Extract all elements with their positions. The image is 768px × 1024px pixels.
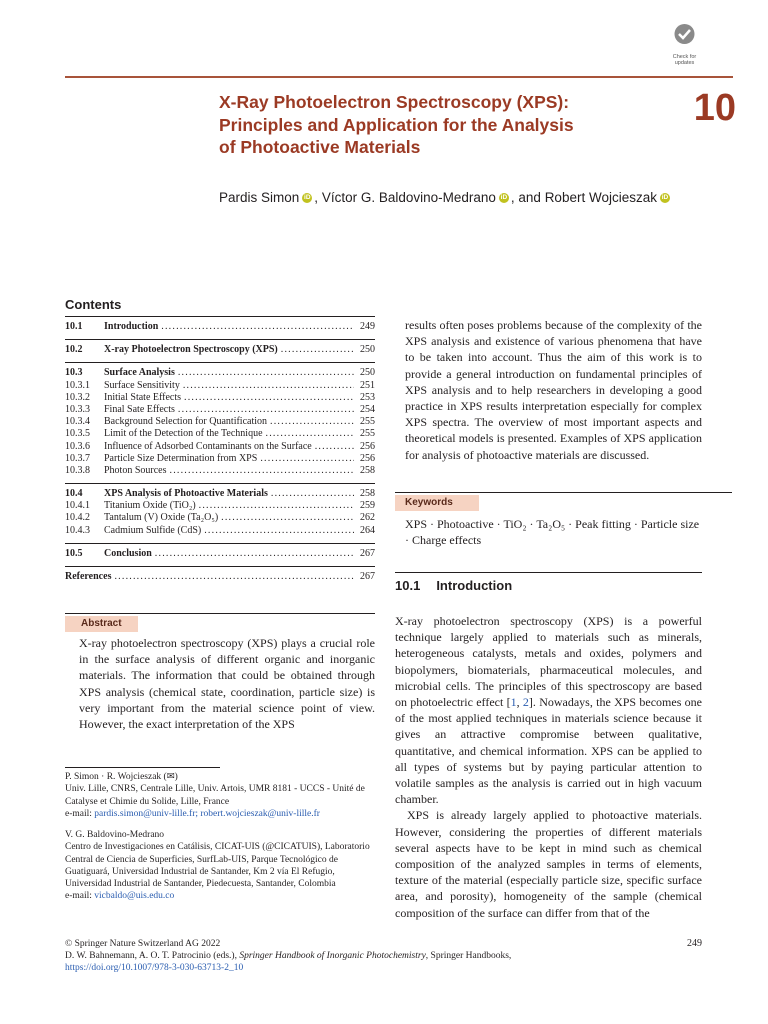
badge-line-2: updates	[674, 60, 695, 66]
intro-heading	[395, 578, 512, 593]
keywords-label-box	[395, 492, 479, 511]
toc-page: 262	[360, 512, 375, 524]
toc-title: Titanium Oxide (TiO₂)	[104, 500, 196, 512]
toc-title: Final Sate Effects	[104, 403, 175, 415]
email-link[interactable]: vicbaldo@uis.edu.co	[94, 891, 175, 902]
email-label: e-mail:	[65, 808, 95, 819]
toc-number: 10.2	[65, 344, 83, 356]
toc-leader	[266, 428, 354, 439]
chapter-title	[219, 91, 639, 159]
toc-entry[interactable]	[65, 428, 375, 440]
toc-number: 10.3.3	[65, 403, 90, 415]
toc-leader	[184, 392, 354, 403]
chapter-number: 10	[693, 87, 736, 129]
copyright: © Springer Nature Switzerland AG 2022	[65, 939, 221, 949]
contents-heading: Contents	[65, 297, 122, 312]
intro-paragraph-2: XPS is already largely applied to photoactive materials. However, considering the properties of different materials several aspects have to be kept in mind such as chemical composition of the analyzed samples in terms of elements, texture of the material (especially particle size, specific surface area, and porosity), homogeneity of the sample (chemical composition of the surface can differ from that of the	[395, 808, 702, 920]
footnote-rule	[65, 767, 220, 768]
citation-link[interactable]: 1	[510, 695, 517, 710]
section-rule	[395, 572, 702, 573]
toc-entry[interactable]	[65, 465, 375, 477]
toc-number: 10.3.8	[65, 464, 90, 476]
abstract-top-rule	[65, 613, 375, 614]
toc-entry[interactable]	[65, 380, 375, 392]
chapter-title-line: of Photoactive Materials	[219, 137, 421, 157]
toc-page: 256	[360, 440, 375, 452]
author-separator: , and	[510, 190, 545, 205]
toc-number: 10.3.6	[65, 440, 90, 452]
toc-title: Influence of Adsorbed Contaminants on the Surface	[104, 440, 312, 452]
toc-entry[interactable]	[65, 453, 375, 465]
toc-page: 258	[360, 488, 375, 500]
toc-leader	[271, 488, 354, 499]
doi-link[interactable]: https://doi.org/10.1007/978-3-030-63713-2_10	[65, 963, 244, 973]
intro-heading-number: 10.1	[395, 578, 421, 593]
toc-title: Particle Size Determination from XPS	[104, 452, 258, 464]
toc-title: Surface Sensitivity	[104, 379, 180, 391]
orcid-icon[interactable]: iD	[304, 194, 311, 202]
toc-entry[interactable]	[65, 404, 375, 416]
author-list	[219, 190, 719, 205]
toc-title: Surface Analysis	[104, 367, 175, 379]
header-rule	[65, 76, 733, 78]
toc-page: 267	[360, 547, 375, 559]
toc-leader	[281, 344, 354, 355]
toc-title: References	[65, 571, 112, 582]
toc-page: 264	[360, 524, 375, 536]
author-name: Víctor G. Baldovino-Medrano	[321, 190, 496, 205]
toc-page: 254	[360, 403, 375, 415]
check-for-updates-icon	[666, 22, 703, 46]
toc-number: 10.3.5	[65, 428, 90, 440]
keywords-text: XPS · Photoactive · TiO₂ · Ta₂O₅ · Peak fitting · Particle size · Charge effects	[405, 517, 700, 548]
citation-text: D. W. Bahnemann, A. O. T. Patrocinio (eds.),	[65, 951, 240, 961]
toc-entry[interactable]	[65, 321, 375, 333]
intro-body	[395, 613, 702, 921]
toc-leader	[183, 380, 354, 391]
toc-page: 259	[360, 500, 375, 512]
toc-number: 10.4.2	[65, 512, 90, 524]
toc-title: Photon Sources	[104, 464, 167, 476]
toc-leader	[178, 367, 354, 378]
toc-page: 255	[360, 428, 375, 440]
toc-title: Limit of the Detection of the Technique	[104, 428, 263, 440]
affiliation-institution: Centro de Investigaciones en Catálisis, CICAT-UIS (@CICATUIS), Laboratorio Central de Ciencia de Superficies, SurfLab-UIS, Parque Tecnológico de Guatiguará, Universidad Industrial de Santander, Km 2 vía El Refugio, Universidad Industrial de Santander, Piedecuesta, Santander, Colombia	[65, 842, 370, 890]
affiliation-1	[65, 771, 375, 820]
toc-leader	[221, 512, 354, 523]
toc-page: 258	[360, 464, 375, 476]
page-footer	[65, 938, 709, 974]
toc-entry[interactable]	[65, 392, 375, 404]
author-name: Robert Wojcieszak	[544, 190, 657, 205]
abstract-label-box	[65, 613, 138, 632]
toc-title: Introduction	[104, 321, 159, 332]
badge-line-1: Check for	[672, 54, 697, 60]
toc-title: Initial State Effects	[104, 391, 182, 403]
email-label: e-mail:	[65, 891, 95, 902]
toc-entry[interactable]	[65, 500, 375, 512]
toc-page: 250	[360, 344, 375, 356]
toc-title: X-ray Photoelectron Spectroscopy (XPS)	[104, 344, 278, 356]
toc-leader	[170, 465, 355, 476]
intro-text: ]. Nowadays, the XPS becomes one of the most applied techniques in materials science because it gives an attractive compromise between qualitative, quantitative, and chemical information. XPS can be applied to all types of systems but by paying particular attention to volatile samples as the analysis is carried out in high vacuum chamber.	[395, 695, 702, 807]
email-link[interactable]: pardis.simon@univ-lille.fr; robert.wojcieszak@univ-lille.fr	[94, 808, 320, 819]
toc-number: 10.3.2	[65, 391, 90, 403]
toc-title: XPS Analysis of Photoactive Materials	[104, 488, 268, 500]
toc-number: 10.3.7	[65, 452, 90, 464]
toc-number: 10.4.3	[65, 524, 90, 536]
toc-leader	[315, 441, 354, 452]
keywords-label: Keywords	[395, 495, 479, 511]
intro-heading-title: Introduction	[436, 578, 513, 593]
toc-page: 251	[360, 379, 375, 391]
toc-entry[interactable]	[65, 525, 375, 537]
affiliation-institution: Univ. Lille, CNRS, Centrale Lille, Univ. Artois, UMR 8181 - UCCS - Unité de Catalyse et Chimie du Solide, Lille, France	[65, 784, 365, 807]
toc-number: 10.3	[65, 367, 83, 379]
toc-title: Background Selection for Quantification	[104, 416, 268, 428]
toc-number: 10.3.4	[65, 416, 90, 428]
toc-leader	[114, 571, 354, 582]
toc-entry[interactable]	[65, 543, 375, 560]
intro-text: ,	[516, 695, 523, 710]
toc-entry[interactable]	[65, 339, 375, 356]
toc-leader	[199, 500, 354, 511]
toc-page: 250	[360, 367, 375, 379]
toc-entry[interactable]	[65, 441, 375, 453]
book-title: Springer Handbook of Inorganic Photochemistry	[239, 951, 426, 961]
toc-number: 10.4.1	[65, 500, 90, 512]
check-for-updates-badge[interactable]	[666, 22, 703, 64]
affiliation-names: P. Simon · R. Wojcieszak (✉)	[65, 772, 178, 782]
toc-title: Conclusion	[104, 547, 152, 559]
toc-number: 10.4	[65, 488, 83, 500]
intro-paragraph-1	[395, 613, 702, 807]
toc-page: 253	[360, 391, 375, 403]
intro-text: X-ray photoelectron spectroscopy (XPS) is a powerful technique largely applied to materials such as minerals, heterogeneous catalysts, metals and oxides, polymers and biopolymers, biomaterials, pharmaceutical molecules, and microbial cells. The principles of this spectroscopy are based on photoelectric effect [	[395, 614, 702, 710]
abstract-continued: results often poses problems because of the complexity of the XPS analysis and existence of various phenomena that have to be taken into account. Thus the aim of this work is to provide a general introduction on fundamental principles of XPS analysis and to help researchers in developing a good practice in XPS results interpretation especially for complex XPS spectra. The overview of most important aspects and theoretical models is presented. Examples of XPS application for analysis of photoactive materials are discussed.	[405, 318, 702, 462]
page-number: 249	[687, 938, 702, 949]
toc-page: 249	[360, 321, 375, 332]
toc-leader	[260, 453, 354, 464]
toc-leader	[270, 416, 354, 427]
toc-title: Tantalum (V) Oxide (Ta₂O₅)	[104, 512, 219, 524]
toc-number: 10.3.1	[65, 379, 90, 391]
author-separator: ,	[314, 190, 322, 205]
author-name: Pardis Simon	[219, 190, 300, 205]
toc-page: 255	[360, 416, 375, 428]
toc-entry[interactable]	[65, 483, 375, 500]
abstract-text: X-ray photoelectron spectroscopy (XPS) plays a crucial role in the surface analysis of different organic and inorganic materials. The information that could be obtained through XPS analysis (chemical state, coordination, particle size) is very important from the material science point of view. However, the exact interpretation of the XPS	[79, 636, 375, 732]
contents-top-rule	[65, 316, 375, 317]
chapter-title-line: X-Ray Photoelectron Spectroscopy (XPS):	[219, 92, 570, 112]
citation-link[interactable]: 2	[522, 695, 529, 710]
toc-page: 267	[360, 571, 375, 582]
toc-entry[interactable]	[65, 416, 375, 428]
toc-leader	[155, 548, 354, 559]
toc-leader	[161, 321, 354, 332]
toc-title: Cadmium Sulfide (CdS)	[104, 524, 202, 536]
chapter-title-line: Principles and Application for the Analysis	[219, 114, 574, 135]
affiliation-names: V. G. Baldovino-Medrano	[65, 830, 165, 840]
table-of-contents	[65, 321, 375, 583]
citation-text: , Springer Handbooks,	[425, 951, 512, 961]
toc-page: 256	[360, 452, 375, 464]
toc-number: 10.1	[65, 321, 83, 332]
toc-number: 10.5	[65, 547, 83, 559]
toc-entry[interactable]	[65, 512, 375, 524]
affiliation-2	[65, 829, 375, 903]
toc-leader	[178, 404, 354, 415]
toc-leader	[204, 525, 354, 536]
abstract-label: Abstract	[65, 616, 138, 632]
orcid-icon[interactable]: iD	[661, 194, 669, 202]
toc-entry-references[interactable]	[65, 566, 375, 583]
orcid-icon[interactable]: iD	[500, 194, 508, 202]
toc-entry[interactable]	[65, 362, 375, 379]
